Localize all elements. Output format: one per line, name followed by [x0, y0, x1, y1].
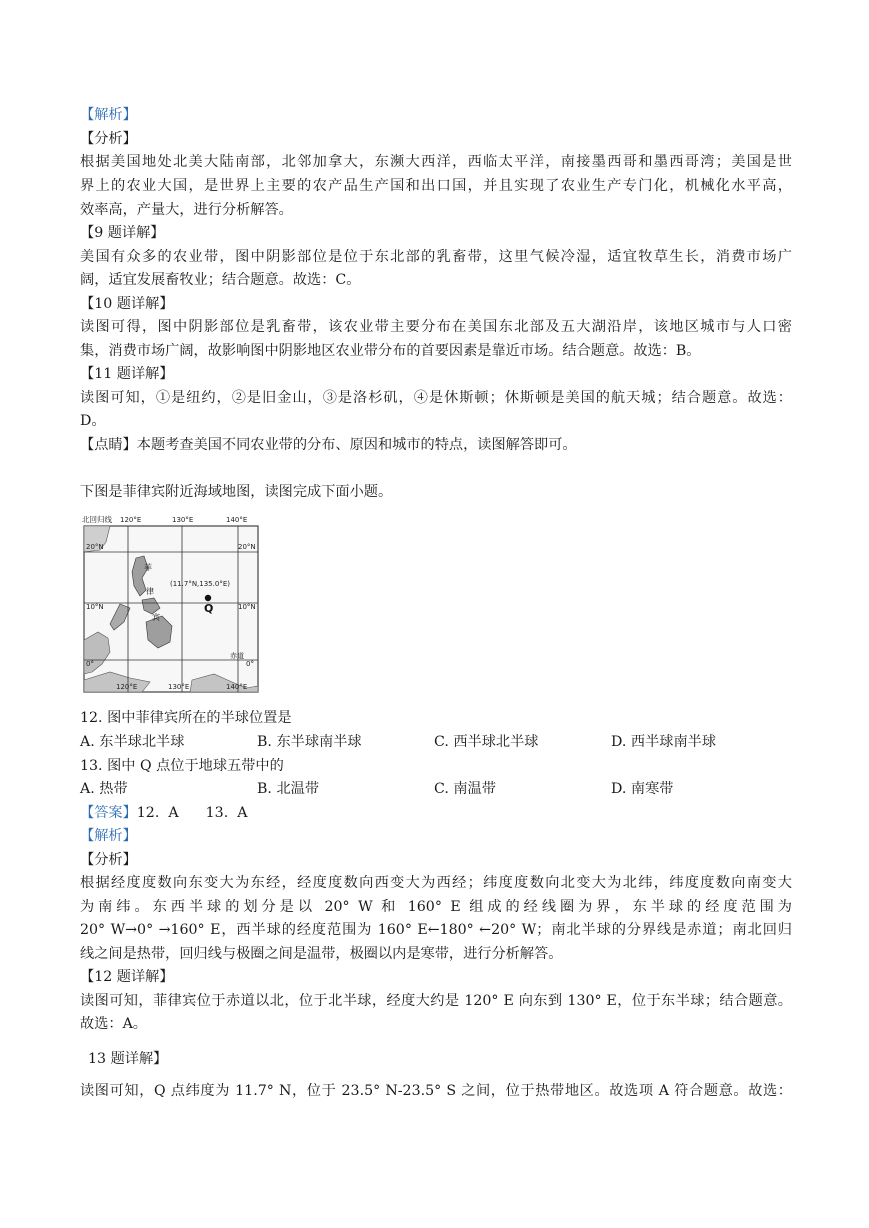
- q12-detail-line-2: 故选：A。: [80, 1016, 147, 1032]
- section-jiexi-2: 【解析】: [80, 828, 137, 844]
- q12-option-c: C. 西半球北半球: [434, 734, 539, 750]
- map-label-lat-10-right: 10°N: [238, 603, 256, 611]
- q10-heading: 【10 题详解】: [80, 296, 174, 312]
- map-label-lat-10-left: 10°N: [86, 603, 104, 611]
- map-label-equator: 赤道: [230, 652, 244, 660]
- q12-detail-heading: 【12 题详解】: [80, 969, 174, 985]
- q11-line-1: 读图可知，①是纽约，②是旧金山，③是洛杉矶，④是休斯顿；休斯顿是美国的航天城；结合题意。故选：: [80, 390, 792, 406]
- map-label-phil-1: 菲: [144, 563, 152, 572]
- q13-option-c: C. 南温带: [434, 781, 496, 797]
- map-label-coord: (11.7°N,135.0°E): [170, 580, 230, 588]
- analysis-line-2: 界上的农业大国，是世界上主要的农产品生产国和出口国，并且实现了农业生产专门化，机械化水平高，: [80, 178, 792, 194]
- q-point-marker: [205, 595, 211, 601]
- map-label-phil-2: 律: [146, 587, 154, 596]
- analysis-line-1: 根据美国地处北美大陆南部，北邻加拿大，东濒大西洋，西临太平洋，南接墨西哥和墨西哥湾；美国是世: [80, 154, 792, 170]
- section-fenxi-2: 【分析】: [80, 852, 137, 868]
- map-label-lat-20-left: 20°N: [86, 543, 104, 551]
- map-label-lat-0-right: 0°: [246, 660, 254, 668]
- map-label-lat-20-right: 20°N: [238, 543, 256, 551]
- analysis-line-3: 效率高，产量大，进行分析解答。: [80, 202, 293, 218]
- answer-text: 12. A 13. A: [136, 805, 248, 821]
- analysis2-line-1: 根据经度度数向东变大为东经，经度度数向西变大为西经；纬度度数向北变大为北纬，纬度度数向南变大: [80, 875, 792, 891]
- q10-line-2: 集，消费市场广阔，故影响图中阴影地区农业带分布的首要因素是靠近市场。结合题意。故选：B。: [80, 343, 701, 359]
- q12-stem: 12. 图中菲律宾所在的半球位置是: [80, 710, 292, 726]
- q13-stem: 13. 图中 Q 点位于地球五带中的: [80, 758, 284, 774]
- answer-tag: 【答案】: [80, 805, 137, 821]
- q11-heading: 【11 题详解】: [80, 366, 174, 382]
- question-intro: 下图是菲律宾附近海域地图，读图完成下面小题。: [80, 484, 393, 500]
- q9-line-2: 阔，适宜发展畜牧业；结合题意。故选：C。: [80, 272, 361, 288]
- q13-option-b: B. 北温带: [257, 781, 320, 797]
- dianjing-note: 【点睛】本题考查美国不同农业带的分布、原因和城市的特点，读图解答即可。: [80, 437, 577, 453]
- q12-detail-line-1: 读图可知，菲律宾位于赤道以北，位于北半球，经度大约是 120° E 向东到 130° E，位于东半球；结合题意。: [80, 993, 792, 1009]
- q13-detail-heading: 13 题详解】: [88, 1051, 168, 1067]
- map-label-tropic: 北回归线: [82, 515, 112, 524]
- analysis2-line-3: 20° W→0° →160° E，西半球的经度范围为 160° E←180° ←20° W；南北半球的分界线是赤道；南北回归: [80, 922, 792, 938]
- map-label-lon-bot-130: 130°E: [168, 683, 190, 691]
- q13-detail-line-1: 读图可知，Q 点纬度为 11.7° N，位于 23.5° N-23.5° S 之间，位于热带地区。故选项 A 符合题意。故选：: [80, 1083, 792, 1099]
- q12-option-a: A. 东半球北半球: [80, 734, 185, 750]
- map-label-lat-0-left: 0°: [86, 660, 94, 668]
- q9-heading: 【9 题详解】: [80, 225, 165, 241]
- q11-line-2: D。: [80, 413, 106, 429]
- analysis2-line-4: 线之间是热带，回归线与极圈之间是温带，极圈以内是寒带，进行分析解答。: [80, 946, 563, 962]
- section-fenxi-1: 【分析】: [80, 131, 137, 147]
- philippines-sea-map: [80, 512, 262, 694]
- section-jiexi-1: 【解析】: [80, 107, 137, 123]
- q13-option-a: A. 热带: [80, 781, 128, 797]
- analysis2-line-2: 为南纬。东西半球的划分是以 20° W 和 160° E 组成的经线圈为界，东半球的经度范围为: [80, 899, 792, 915]
- map-label-lon-bot-140: 140°E: [226, 683, 248, 691]
- q13-option-d: D. 南寒带: [611, 781, 674, 797]
- q9-line-1: 美国有众多的农业带，图中阴影部位是位于东北部的乳畜带，这里气候冷湿，适宜牧草生长，消费市场广: [80, 249, 792, 265]
- map-label-lon-top-130: 130°E: [172, 516, 194, 524]
- q12-option-b: B. 东半球南半球: [257, 734, 362, 750]
- q12-option-d: D. 西半球南半球: [611, 734, 717, 750]
- map-label-lon-top-120: 120°E: [120, 516, 142, 524]
- map-label-lon-bot-120: 120°E: [116, 683, 138, 691]
- q10-line-1: 读图可得，图中阴影部位是乳畜带，该农业带主要分布在美国东北部及五大湖沿岸，该地区城市与人口密: [80, 319, 792, 335]
- map-label-q: Q: [204, 602, 214, 615]
- answer-line: [80, 802, 247, 824]
- map-label-phil-3: 宾: [152, 613, 160, 622]
- map-label-lon-top-140: 140°E: [226, 516, 248, 524]
